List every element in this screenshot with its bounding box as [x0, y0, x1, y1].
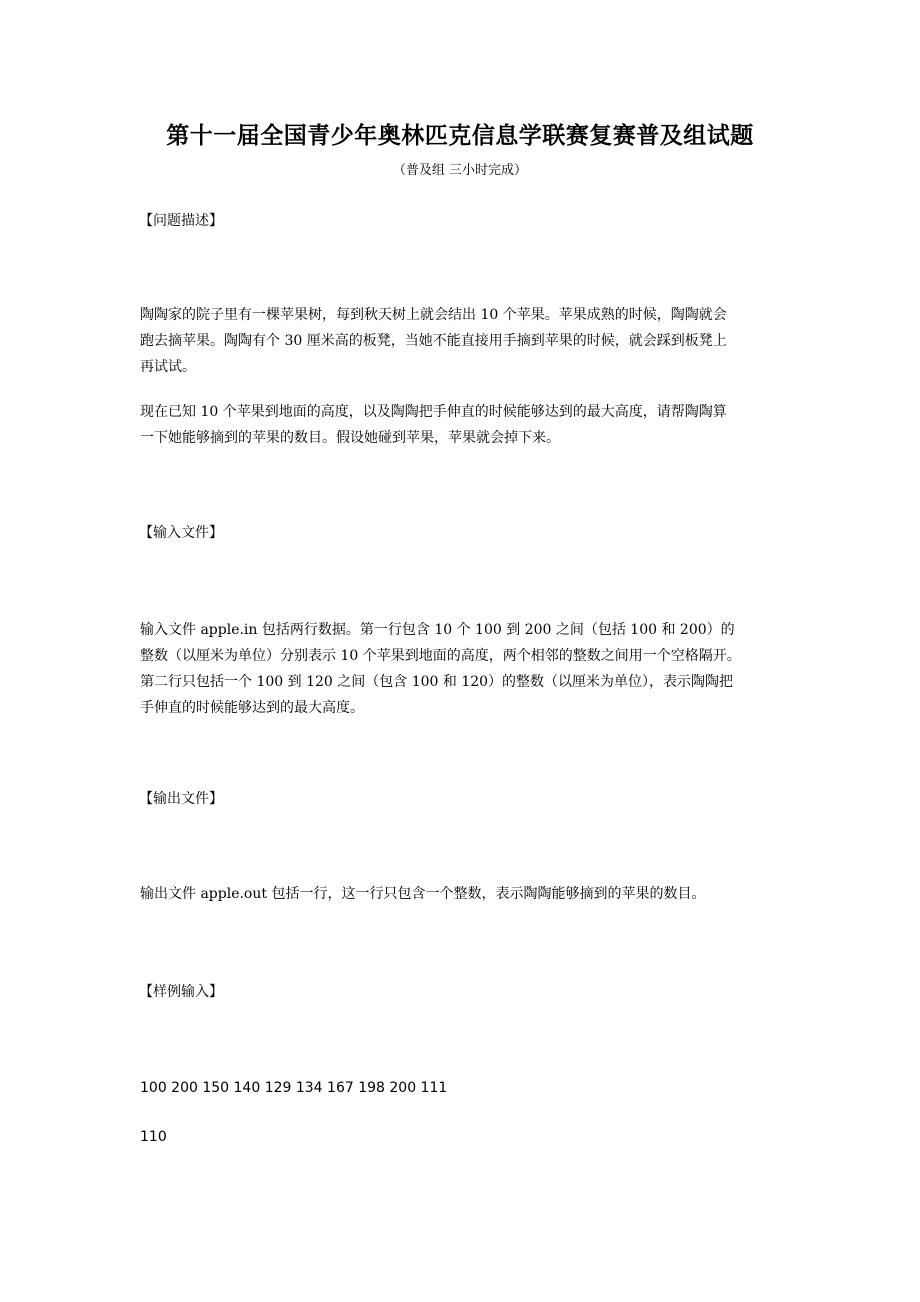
problem-paragraph-2 [140, 399, 784, 451]
text-line: 再试试。 [140, 359, 196, 375]
sample-input-line-2: 110 [140, 1129, 167, 1145]
section-heading-output: 【输出文件】 [139, 791, 223, 807]
section-heading-input: 【输入文件】 [139, 525, 223, 541]
output-paragraph [140, 881, 784, 907]
text-line: 输出文件 apple.out 包括一行，这一行只包含一个整数，表示陶陶能够摘到的苹果的数目。 [140, 886, 706, 902]
text-line: 陶陶家的院子里有一棵苹果树，每到秋天树上就会结出 10 个苹果。苹果成熟的时候，陶陶就会 [140, 307, 727, 323]
text-line: 整数（以厘米为单位）分别表示 10 个苹果到地面的高度，两个相邻的整数之间用一个空格隔开。 [140, 648, 741, 664]
text-line: 输入文件 apple.in 包括两行数据。第一行包含 10 个 100 到 200 之间（包括 100 和 200）的 [140, 622, 735, 638]
section-heading-problem: 【问题描述】 [139, 213, 223, 229]
problem-paragraph-1 [140, 302, 784, 380]
text-line: 第二行只包括一个 100 到 120 之间（包含 100 和 120）的整数（以厘米为单位），表示陶陶把 [140, 674, 734, 690]
page-title: 第十一届全国青少年奥林匹克信息学联赛复赛普及组试题 [166, 123, 754, 149]
sample-input-line-1: 100 200 150 140 129 134 167 198 200 111 [140, 1080, 448, 1096]
page-subtitle: （普及组 三小时完成） [392, 163, 528, 178]
text-line: 跑去摘苹果。陶陶有个 30 厘米高的板凳，当她不能直接用手摘到苹果的时候，就会踩到板凳上 [140, 333, 727, 349]
text-line: 一下她能够摘到的苹果的数目。假设她碰到苹果，苹果就会掉下来。 [140, 430, 560, 446]
text-line: 手伸直的时候能够达到的最大高度。 [140, 700, 364, 716]
text-line: 现在已知 10 个苹果到地面的高度，以及陶陶把手伸直的时候能够达到的最大高度，请帮陶陶算 [140, 404, 727, 420]
section-heading-sample-input: 【样例输入】 [139, 984, 223, 1000]
input-paragraph [140, 617, 784, 721]
